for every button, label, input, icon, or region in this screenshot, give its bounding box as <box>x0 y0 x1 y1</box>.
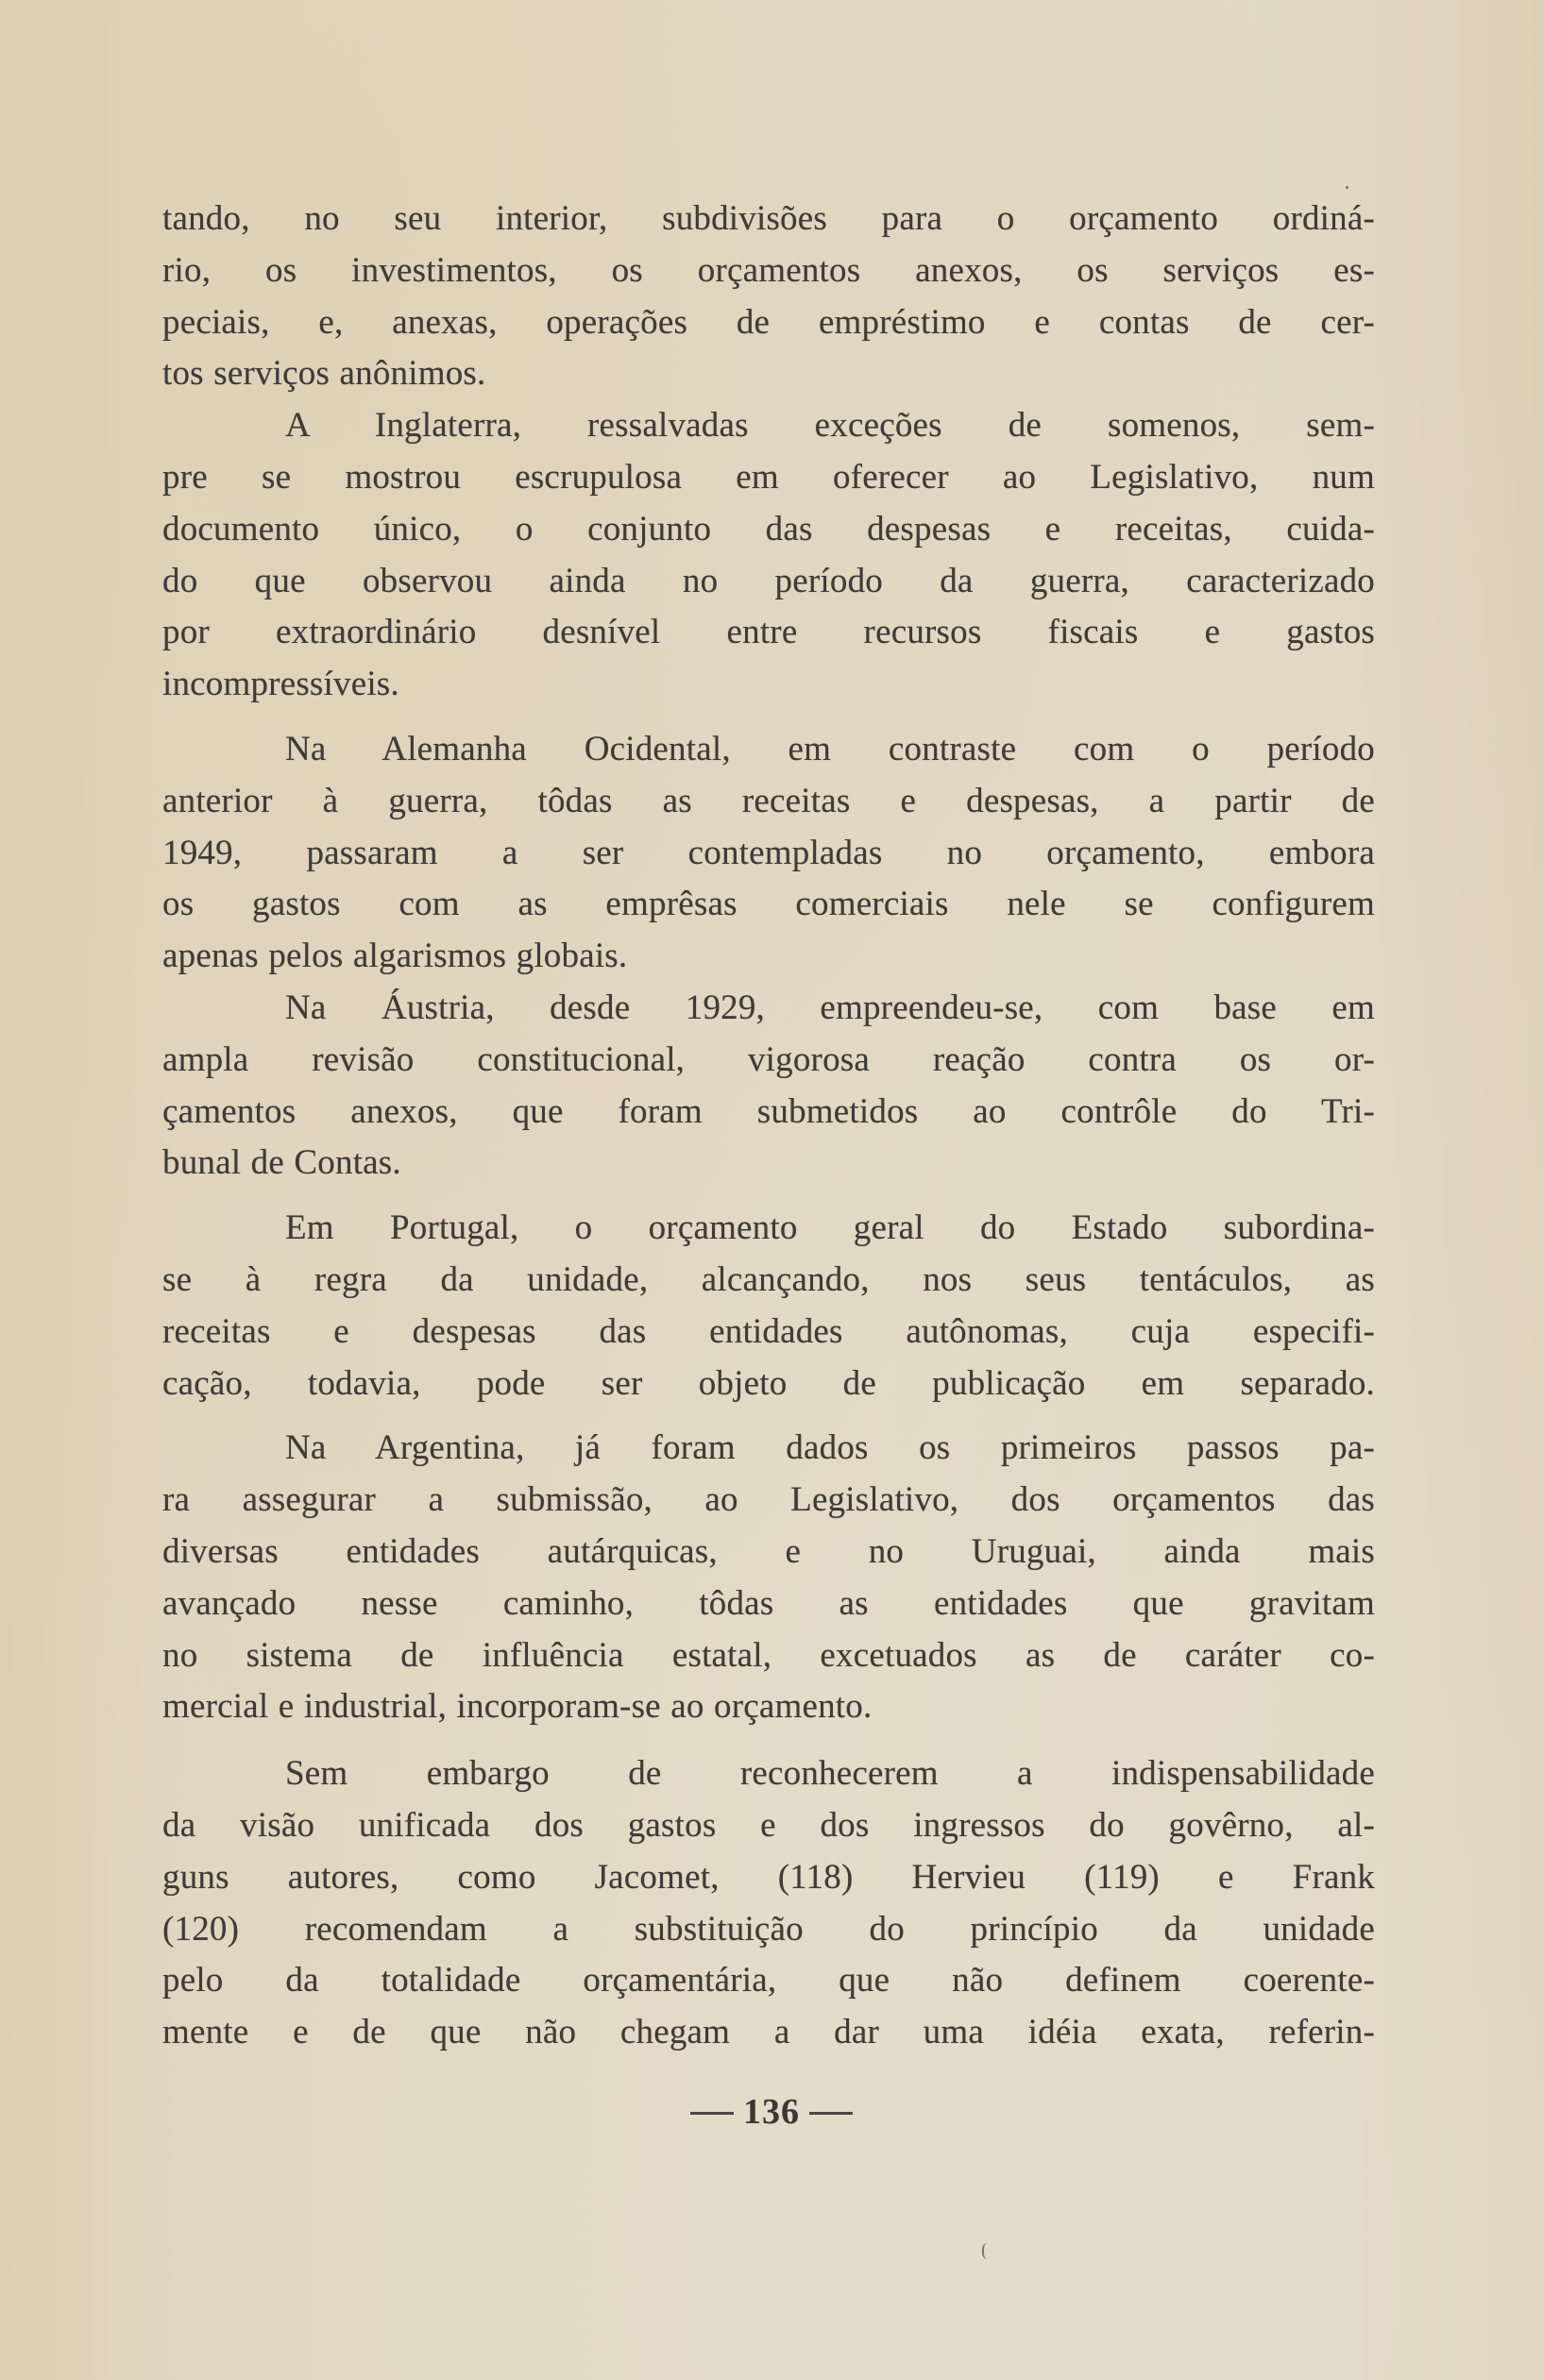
text-line: ampla revisão constitucional, vigorosa reação contra os or- <box>162 1039 1375 1079</box>
text-line: çamentos anexos, que foram submetidos ao contrôle do Tri- <box>162 1091 1375 1131</box>
text-line: Sem embargo de reconhecerem a indispensabilidade <box>285 1754 1375 1794</box>
text-line: Na Argentina, já foram dados os primeiros passos pa- <box>285 1428 1375 1468</box>
paragraph-4 <box>162 983 1375 1190</box>
text-line: avançado nesse caminho, tôdas as entidades que gravitam <box>162 1583 1375 1623</box>
text-line: (120) recomendam a substituição do princípio da unidade <box>162 1909 1375 1949</box>
text-line: incompressíveis. <box>162 665 399 704</box>
text-line: por extraordinário desnível entre recursos fiscais e gastos <box>162 613 1375 652</box>
text-line: bunal de Contas. <box>162 1143 401 1183</box>
text-column <box>162 194 1375 2059</box>
folio-dash-left <box>690 2112 734 2115</box>
paragraph-1 <box>162 194 1375 400</box>
folio-dash-right <box>809 2112 853 2115</box>
text-line: Na Áustria, desde 1929, empreendeu-se, com base em <box>285 987 1375 1027</box>
text-line: rio, os investimentos, os orçamentos anexos, os serviços es- <box>162 250 1375 290</box>
text-line: receitas e despesas das entidades autônomas, cuja especifi- <box>162 1311 1375 1351</box>
text-line: peciais, e, anexas, operações de empréstimo e contas de cer- <box>162 302 1375 342</box>
text-line: anterior à guerra, tôdas as receitas e despesas, a partir de <box>162 781 1375 820</box>
text-line: apenas pelos algarismos globais. <box>162 937 628 976</box>
text-line: ra assegurar a submissão, ao Legislativo, dos orçamentos das <box>162 1480 1375 1520</box>
paragraph-3 <box>162 724 1375 983</box>
paragraph-gap <box>162 1733 1375 1748</box>
text-line: pelo da totalidade orçamentária, que não definem coerente- <box>162 1961 1375 2000</box>
text-line: documento único, o conjunto das despesas e receitas, cuida- <box>162 509 1375 549</box>
text-line: os gastos com as emprêsas comerciais nele se configurem <box>162 885 1375 924</box>
text-line: diversas entidades autárquicas, e no Uruguai, ainda mais <box>162 1531 1375 1571</box>
page-number-value: 136 <box>743 2092 800 2132</box>
text-line: mente e de que não chegam a dar uma idéia exata, referin- <box>162 2013 1375 2052</box>
paragraph-6 <box>162 1423 1375 1733</box>
text-line: se à regra da unidade, alcançando, nos seus tentáculos, as <box>162 1259 1375 1299</box>
paragraph-7 <box>162 1748 1375 2059</box>
text-line: pre se mostrou escrupulosa em oferecer ao Legislativo, num <box>162 457 1375 497</box>
text-line: tos serviços anônimos. <box>162 354 486 394</box>
text-line: no sistema de influência estatal, excetuados as de caráter co- <box>162 1635 1375 1675</box>
scan-mark <box>982 2243 989 2259</box>
text-line: Em Portugal, o orçamento geral do Estado subordina- <box>285 1208 1375 1248</box>
text-line: mercial e industrial, incorporam-se ao orçamento. <box>162 1687 873 1727</box>
text-line: A Inglaterra, ressalvadas exceções de somenos, sem- <box>285 406 1375 446</box>
text-line: cação, todavia, pode ser objeto de publicação em separado. <box>162 1363 1375 1403</box>
text-line: tando, no seu interior, subdivisões para o orçamento ordiná- <box>162 199 1375 238</box>
page-number <box>0 2088 1543 2135</box>
text-line: guns autores, como Jacomet, (118) Hervieu (119) e Frank <box>162 1857 1375 1897</box>
paragraph-gap <box>162 1409 1375 1423</box>
paragraph-gap <box>162 1190 1375 1203</box>
text-line: da visão unificada dos gastos e dos ingressos do govêrno, al- <box>162 1805 1375 1845</box>
paragraph-gap <box>162 711 1375 724</box>
paragraph-5 <box>162 1203 1375 1409</box>
text-line: Na Alemanha Ocidental, em contraste com o período <box>285 729 1375 768</box>
paragraph-2 <box>162 400 1375 711</box>
text-line: do que observou ainda no período da guerra, caracterizado <box>162 561 1375 600</box>
text-line: 1949, passaram a ser contempladas no orçamento, embora <box>162 833 1375 872</box>
scan-speck <box>1346 186 1348 189</box>
